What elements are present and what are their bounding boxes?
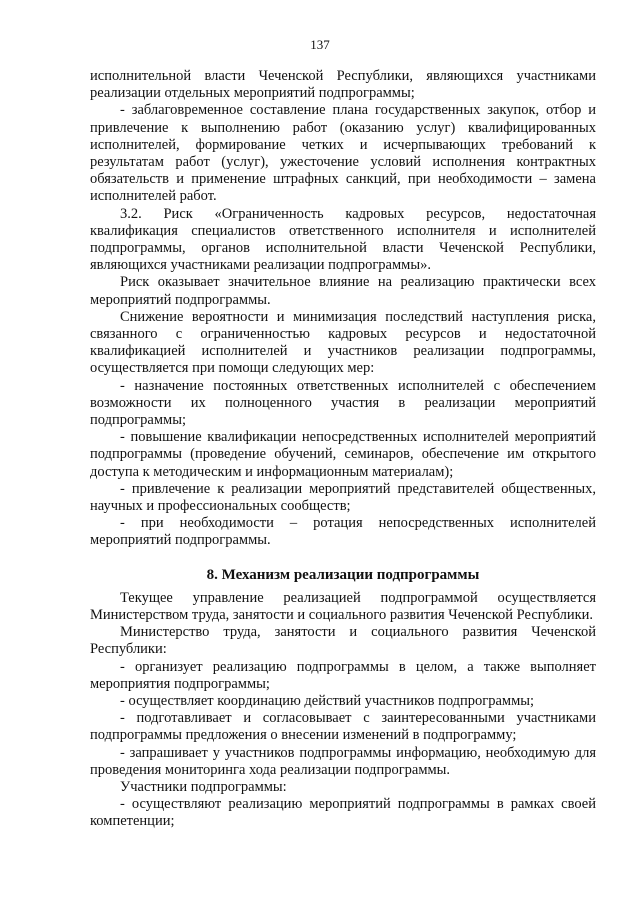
paragraph: Участники подпрограммы: xyxy=(120,778,287,795)
page-body xyxy=(90,68,596,831)
section-spacer xyxy=(90,550,596,566)
paragraph: Текущее управление реализацией подпрограммой осуществляется Министерством труда, занятости и социального развития Чеченской Республики. xyxy=(90,589,596,623)
section-heading: 8. Механизм реализации подпрограммы xyxy=(206,566,480,583)
paragraph: - подготавливает и согласовывает с заинтересованными участниками подпрограммы предложения о внесении изменений в подпрограмму; xyxy=(90,710,596,744)
paragraph: - осуществляют реализацию мероприятий подпрограммы в рамках своей компетенции; xyxy=(90,796,596,830)
paragraph: - привлечение к реализации мероприятий представителей общественных, научных и профессиональных сообществ; xyxy=(90,480,596,515)
paragraph: - повышение квалификации непосредственных исполнителей мероприятий подпрограммы (проведение обучений, семинаров, обеспечение им открытого доступа к методическим и информационным материалам); xyxy=(90,429,596,480)
paragraph: Министерство труда, занятости и социального развития Чеченской Республики: xyxy=(90,624,596,658)
paragraph: 3.2. Риск «Ограниченность кадровых ресурсов, недостаточная квалификация специалистов ответственного исполнителя и исполнителей подпрограммы, органов исполнительной власти Чеченской Республики, являющихся участниками реализации подпрограммы». xyxy=(90,205,596,274)
paragraph: исполнительной власти Чеченской Республики, являющихся участниками реализации отдельных мероприятий подпрограммы; xyxy=(90,68,596,102)
paragraph: - назначение постоянных ответственных исполнителей с обеспечением возможности их полноценного участия в реализации мероприятий подпрограммы; xyxy=(90,377,596,429)
paragraph: - осуществляет координацию действий участников подпрограммы; xyxy=(120,692,535,709)
paragraph: - запрашивает у участников подпрограммы информацию, необходимую для проведения мониторинга хода реализации подпрограммы. xyxy=(90,744,596,778)
paragraph: Риск оказывает значительное влияние на реализацию практически всех мероприятий подпрограммы. xyxy=(90,274,596,308)
paragraph: Снижение вероятности и минимизация последствий наступления риска, связанного с ограниченностью кадровых ресурсов и недостаточной квалификацией исполнителей и участников реализации подпрограммы, осуществляется при помощи следующих мер: xyxy=(90,308,596,377)
paragraph: - при необходимости – ротация непосредственных исполнителей мероприятий подпрограммы. xyxy=(90,515,596,549)
page-number: 137 xyxy=(310,37,330,52)
paragraph: - заблаговременное составление плана государственных закупок, отбор и привлечение к выполнению работ (оказанию услуг) квалифицированных исполнителей, формирование четких и исчерпывающих требований к результатам работ (услуг), ужесточение условий исполнения контрактных обязательств и применение штрафных санкций, при необходимости – замена исполнителей работ. xyxy=(90,102,596,205)
paragraph: - организует реализацию подпрограммы в целом, а также выполняет мероприятия подпрограммы; xyxy=(90,658,596,692)
